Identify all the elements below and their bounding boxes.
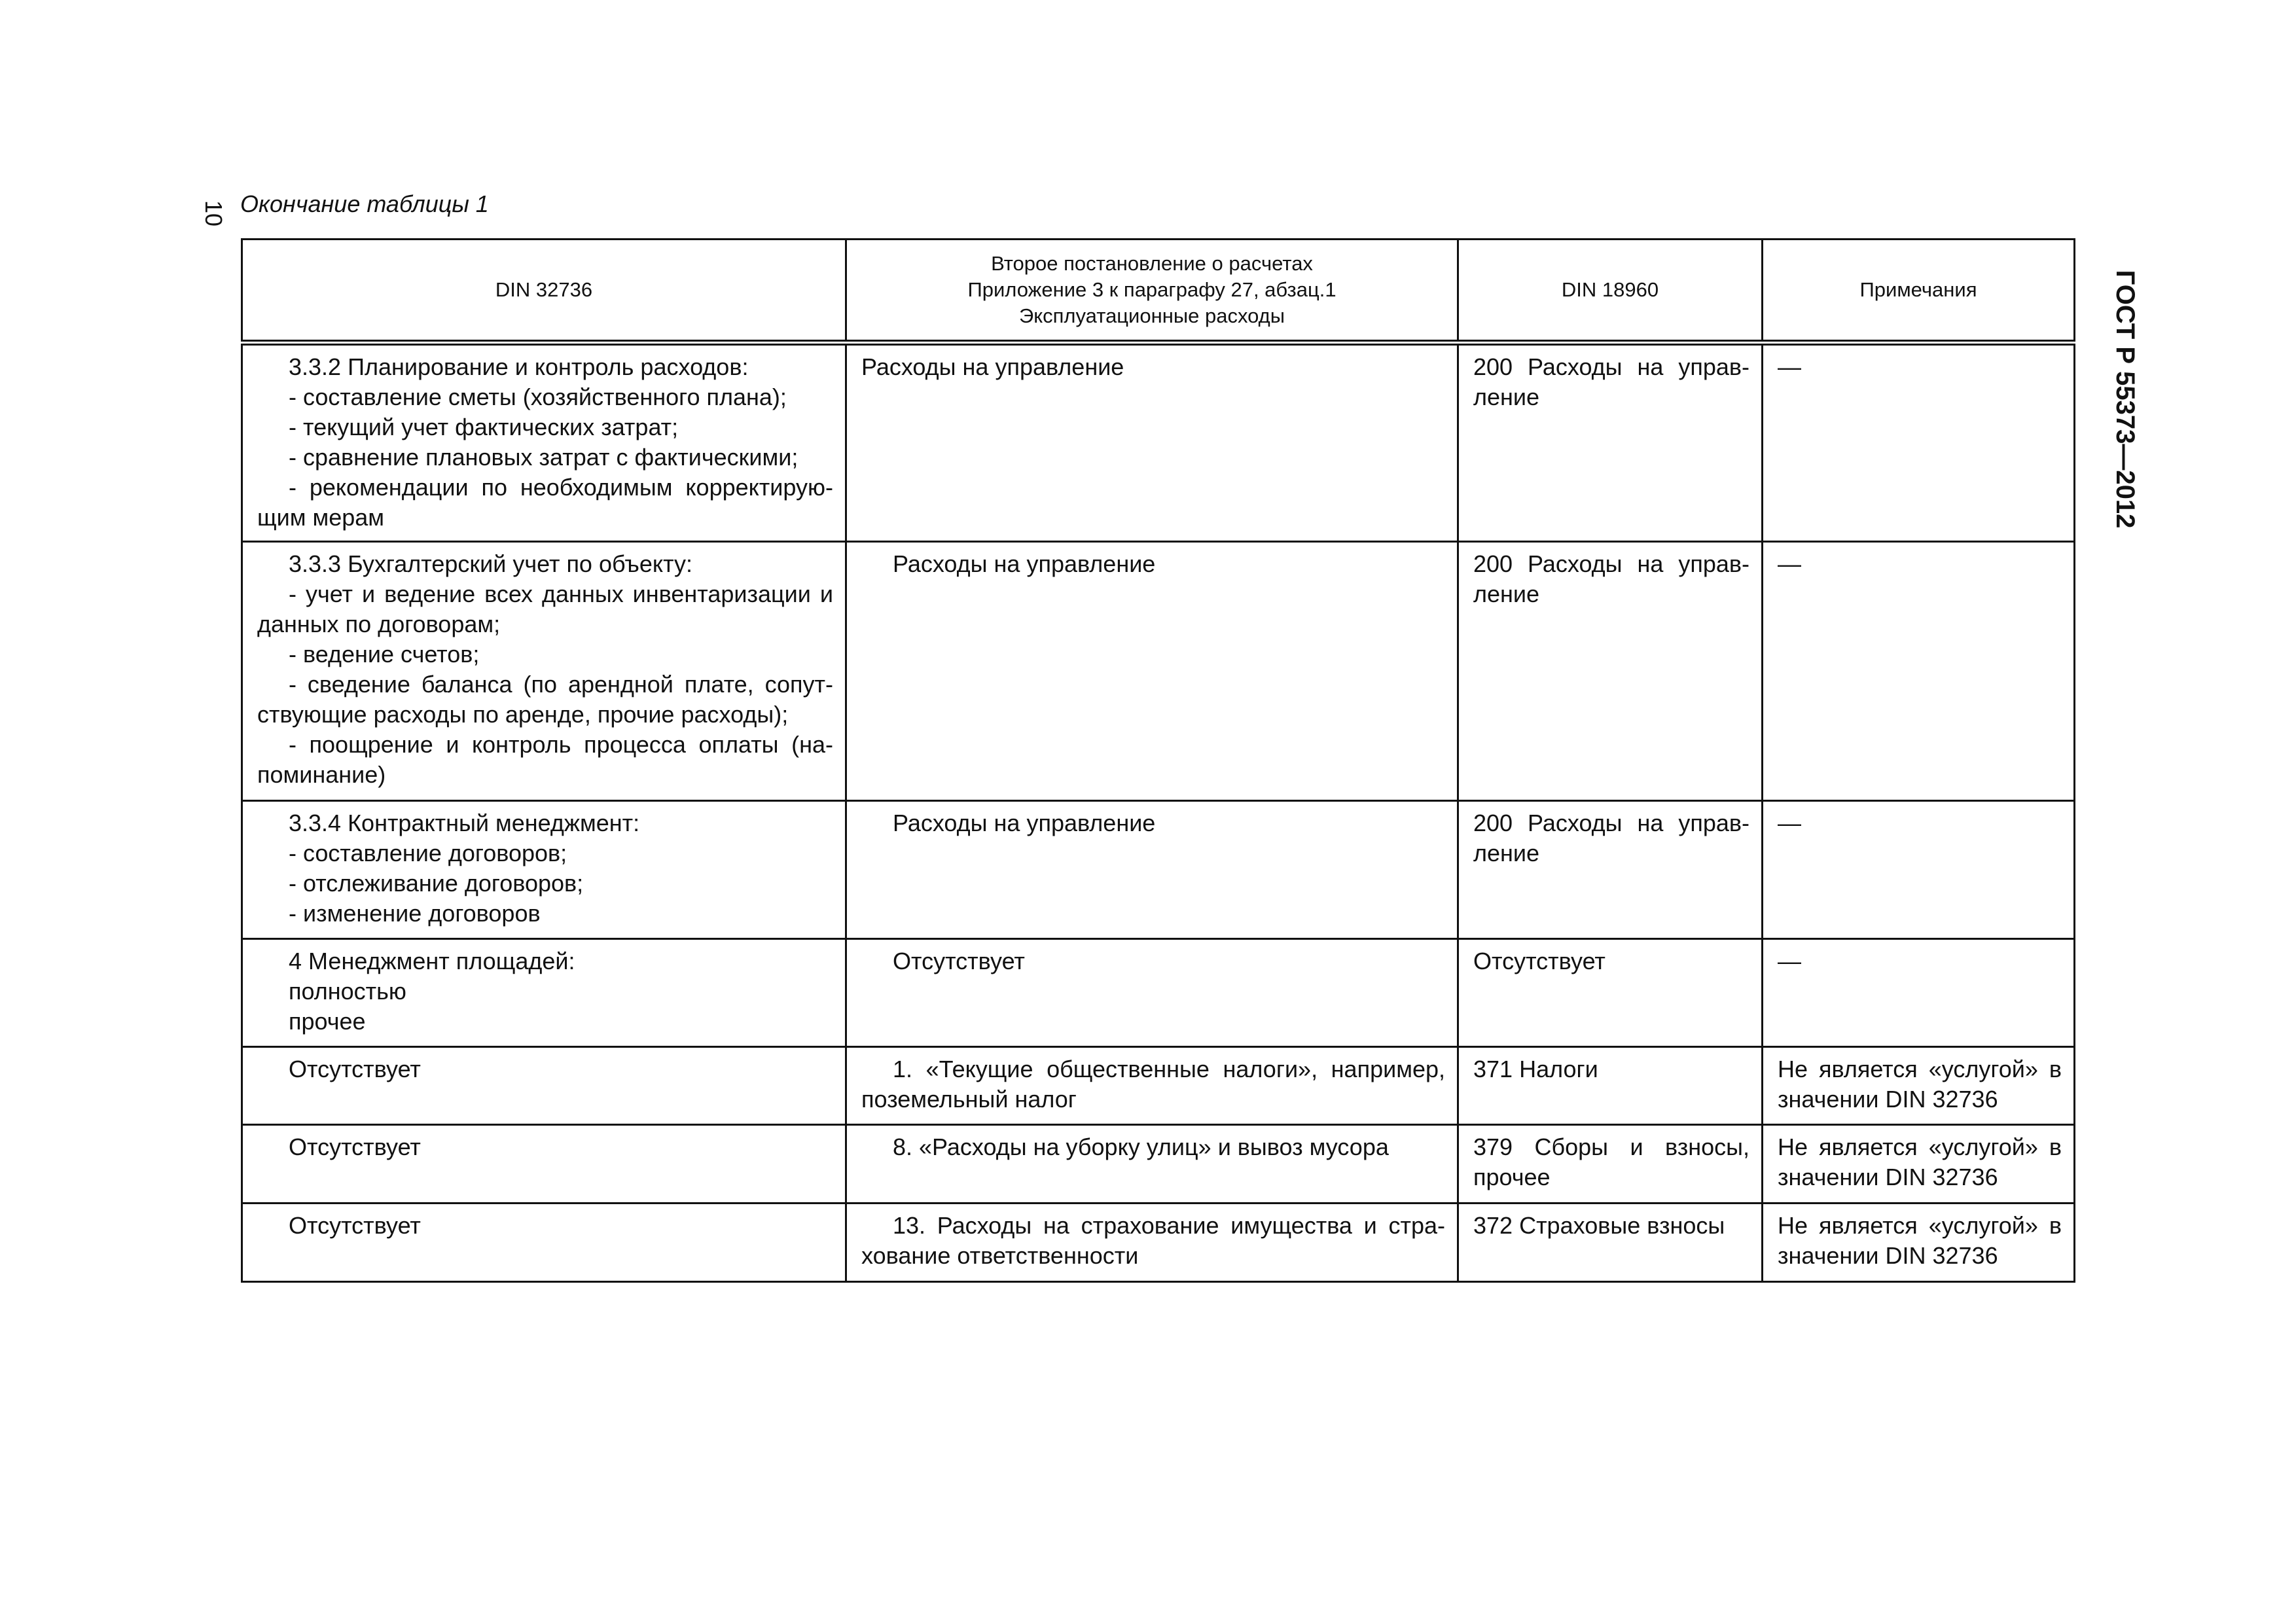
- cell-din-18960: [1458, 939, 1763, 1047]
- cell-line: - сравнение плановых затрат с фактическими;: [289, 444, 798, 471]
- cell-text: Расходы на управление: [861, 353, 1124, 380]
- cell-second-regulation: [846, 1204, 1458, 1282]
- cell-line: - текущий учет фактических затрат;: [289, 414, 679, 440]
- table-body: [242, 343, 2075, 1282]
- table-row: [242, 1047, 2075, 1125]
- table-row: [242, 343, 2075, 542]
- dash-mark: —: [1778, 948, 1801, 974]
- cell-line: 4 Менеджмент площадей:: [289, 948, 575, 974]
- table-header-row: [242, 240, 2075, 343]
- cell-line: 3.3.3 Бухгалтерский учет по объекту:: [289, 550, 692, 577]
- cell-din-32736: [242, 1125, 846, 1204]
- cell-line: - сведение баланса (по арендной плате, сопут-ствующие расходы по аренде, прочие расходы);: [257, 671, 833, 728]
- cell-second-regulation: [846, 1125, 1458, 1204]
- dash-mark: —: [1778, 353, 1801, 380]
- cell-text: Расходы на управление: [893, 550, 1156, 577]
- cell-notes: [1763, 1047, 2075, 1125]
- cell-text: Отсутствует: [893, 948, 1025, 974]
- cell-notes: [1763, 939, 2075, 1047]
- dash-mark: —: [1778, 810, 1801, 836]
- cell-line: - учет и ведение всех данных инвентаризации и данных по договорам;: [257, 580, 833, 637]
- cell-line: Отсутствует: [289, 1212, 421, 1239]
- page-number: 10: [200, 200, 227, 227]
- table-row: [242, 1204, 2075, 1282]
- table-row: [242, 801, 2075, 939]
- table-row: [242, 1125, 2075, 1204]
- cell-second-regulation: [846, 343, 1458, 542]
- cell-notes: [1763, 1204, 2075, 1282]
- cell-text: Не является «услугой» в значении DIN 32736: [1778, 1133, 2062, 1190]
- cell-line: - составление договоров;: [289, 840, 567, 866]
- cell-line: 3.3.2 Планирование и контроль расходов:: [289, 353, 749, 380]
- cell-din-32736: [242, 801, 846, 939]
- header-line: Эксплуатационные расходы: [1018, 304, 1285, 327]
- cell-din-18960: [1458, 1204, 1763, 1282]
- cell-second-regulation: [846, 1047, 1458, 1125]
- cell-text: 8. «Расходы на уборку улиц» и вывоз мусора: [893, 1133, 1389, 1160]
- cell-notes: [1763, 542, 2075, 801]
- cell-text: Расходы на управление: [893, 810, 1156, 836]
- cell-din-18960: [1458, 1125, 1763, 1204]
- cell-din-18960: [1458, 801, 1763, 939]
- header-line: Второе постановление о расчетах: [991, 252, 1313, 275]
- cell-text: Не является «услугой» в значении DIN 32736: [1778, 1056, 2062, 1113]
- header-din-18960: DIN 18960: [1458, 240, 1763, 343]
- cell-din-32736: [242, 939, 846, 1047]
- cell-notes: [1763, 1125, 2075, 1204]
- cell-line: - рекомендации по необходимым корректирую-щим мерам: [257, 474, 833, 531]
- dash-mark: —: [1778, 550, 1801, 577]
- comparison-table: [241, 238, 2075, 1283]
- cell-text: 371 Налоги: [1473, 1056, 1598, 1082]
- cell-din-32736: [242, 1047, 846, 1125]
- cell-line: - изменение договоров: [289, 900, 541, 927]
- cell-din-18960: [1458, 1047, 1763, 1125]
- header-line: Приложение 3 к параграфу 27, абзац.1: [967, 278, 1336, 301]
- cell-text: 1. «Текущие общественные налоги», например, поземельный налог: [861, 1056, 1445, 1113]
- cell-line: - отслеживание договоров;: [289, 870, 584, 897]
- cell-text: 379 Сборы и взносы, прочее: [1473, 1133, 1749, 1190]
- cell-line: полностью: [289, 978, 406, 1005]
- cell-text: 372 Страховые взносы: [1473, 1212, 1725, 1239]
- cell-line: - составление сметы (хозяйственного плана);: [289, 383, 787, 410]
- cell-din-32736: [242, 542, 846, 801]
- cell-text: 13. Расходы на страхование имущества и стра-хование ответственности: [861, 1212, 1445, 1269]
- cell-din-18960: [1458, 343, 1763, 542]
- cell-din-32736: [242, 343, 846, 542]
- header-din-32736: DIN 32736: [242, 240, 846, 343]
- cell-din-18960: [1458, 542, 1763, 801]
- cell-notes: [1763, 343, 2075, 542]
- cell-second-regulation: [846, 542, 1458, 801]
- cell-text: Не является «услугой» в значении DIN 32736: [1778, 1212, 2062, 1269]
- cell-text: 200 Расходы на управ-ление: [1473, 550, 1749, 607]
- header-notes: Примечания: [1763, 240, 2075, 343]
- cell-text: 200 Расходы на управ-ление: [1473, 353, 1749, 410]
- cell-second-regulation: [846, 801, 1458, 939]
- cell-line: 3.3.4 Контрактный менеджмент:: [289, 810, 640, 836]
- table-caption: Окончание таблицы 1: [240, 190, 489, 217]
- table-row: [242, 542, 2075, 801]
- cell-line: прочее: [289, 1008, 366, 1035]
- standard-code: ГОСТ Р 55373—2012: [2111, 270, 2140, 529]
- cell-notes: [1763, 801, 2075, 939]
- cell-text: Отсутствует: [1473, 948, 1605, 974]
- cell-line: Отсутствует: [289, 1133, 421, 1160]
- cell-text: 200 Расходы на управ-ление: [1473, 810, 1749, 866]
- cell-line: Отсутствует: [289, 1056, 421, 1082]
- cell-din-32736: [242, 1204, 846, 1282]
- cell-line: - поощрение и контроль процесса оплаты (на-поминание): [257, 731, 833, 788]
- table-row: [242, 939, 2075, 1047]
- header-second-regulation: [846, 240, 1458, 343]
- cell-second-regulation: [846, 939, 1458, 1047]
- cell-line: - ведение счетов;: [289, 641, 480, 668]
